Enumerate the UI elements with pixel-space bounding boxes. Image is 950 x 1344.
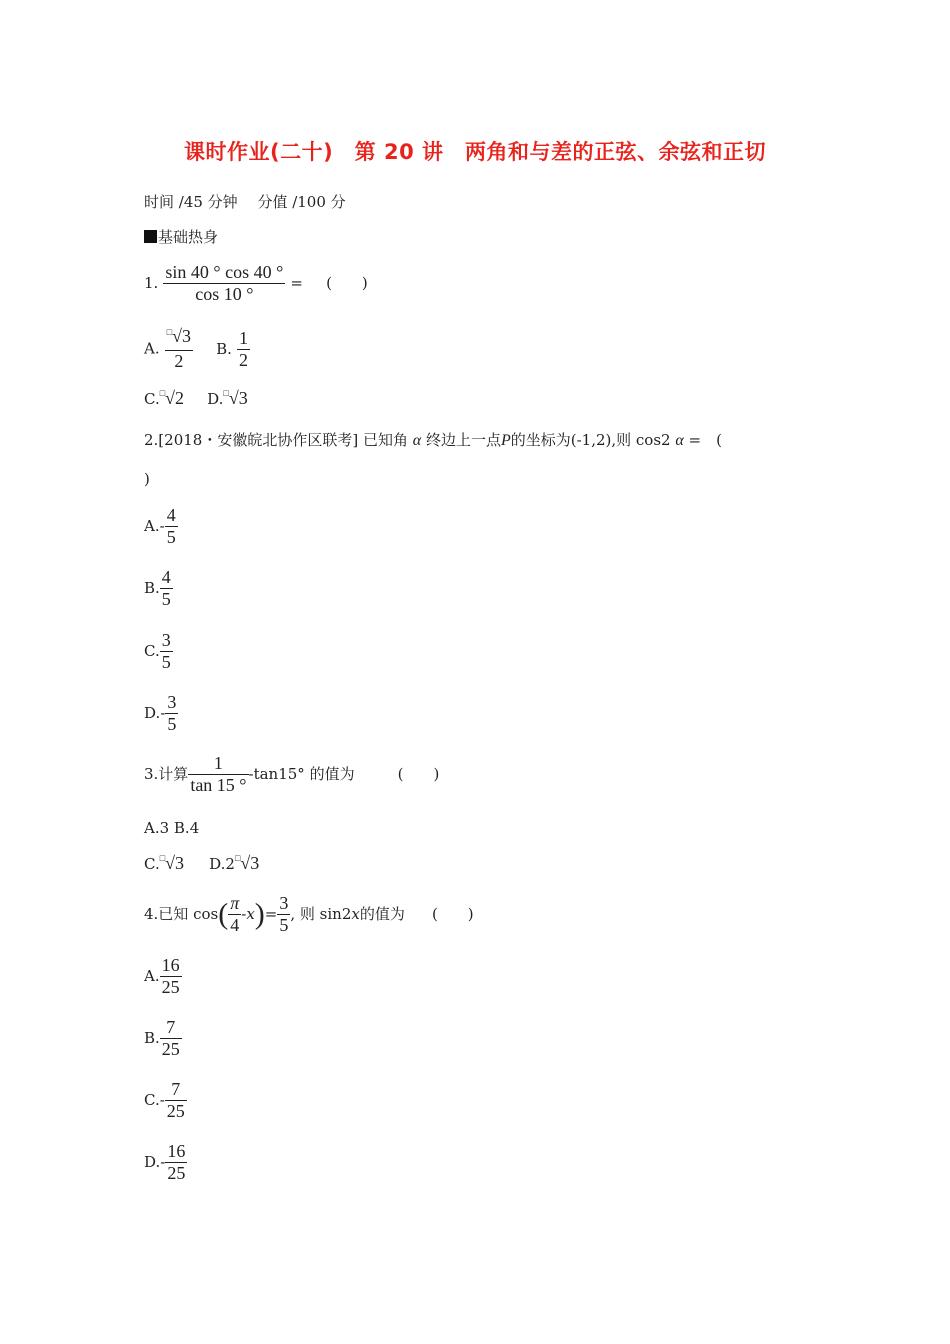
time-score-line: 时间 /45 分钟 分值 /100 分 [144,193,346,211]
option-a-label: A. [144,339,160,358]
q1-options-ab [144,326,250,372]
option-d-value: □√3 [223,388,248,408]
option-b-value: $\frac{1}{2}$ [239,327,249,370]
option-c-label: C. [144,390,160,408]
section-heading [144,226,218,247]
q2-option-d: D.- $\frac{3}{5}$ [144,692,177,734]
fraction [163,262,285,305]
q3-options-cd: C.□√3 D.2□√3 [144,853,260,873]
option-d-label: D. [207,390,224,408]
square-bullet-icon [144,230,157,243]
radical-icon: √ [165,853,176,873]
equals-sign: = [290,274,303,292]
q4-option-d: D.- $\frac{16}{25}$ [144,1141,186,1183]
radical-icon: √ [172,326,183,346]
q3-options-ab: A.3 B.4 [144,819,200,837]
question-number: 1. [144,274,159,292]
numerator: sin 40 ° cos 40 ° [165,262,284,282]
q2-option-c: C. $\frac{3}{5}$ [144,630,171,672]
question-2-close: ) [144,470,150,488]
option-c-value: □√2 [159,388,185,408]
q1-options-cd [144,388,248,409]
radical-icon: √ [240,853,251,873]
q2-option-a: A.- $\frac{4}{5}$ [144,505,176,547]
answer-blank: ( ) [397,765,440,783]
page-title: 课时作业(二十) 第 20 讲 两角和与差的正弦、余弦和正切 [183,140,767,164]
question-2: 2.[2018・安徽皖北协作区联考] 已知角 α 终边上一点P的坐标为(-1,2),则 cos2 α = ( [144,431,722,449]
radical-icon: √ [228,388,239,408]
q4-option-a: A. $\frac{16}{25}$ [144,955,180,997]
answer-blank: ( ) [431,905,474,923]
section-label: 基础热身 [158,228,219,246]
fraction: $\frac{1}{\tan 15 ^\circ}$ [190,753,247,795]
question-3: 3.计算 $\frac{1}{\tan 15 ^\circ}$ -tan15° 的值为 ( ) [144,753,440,795]
denominator: cos 10 ° [195,284,254,304]
q4-option-c: C.- $\frac{7}{25}$ [144,1079,185,1121]
q4-option-b: B. $\frac{7}{25}$ [144,1017,180,1059]
radical-icon: √ [165,388,176,408]
question-4: 4.已知 cos( $\frac{\pi}{4}$ -x)= $\frac{3}{5}$ , 则 sin2x的值为 ( ) [144,893,474,935]
q2-option-b: B. $\frac{4}{5}$ [144,567,171,609]
option-b-label: B. [216,339,232,358]
option-a-value: $\frac{^□√3}{2}$ [166,326,192,371]
question-1 [144,262,368,305]
answer-blank: ( ) [326,274,368,292]
